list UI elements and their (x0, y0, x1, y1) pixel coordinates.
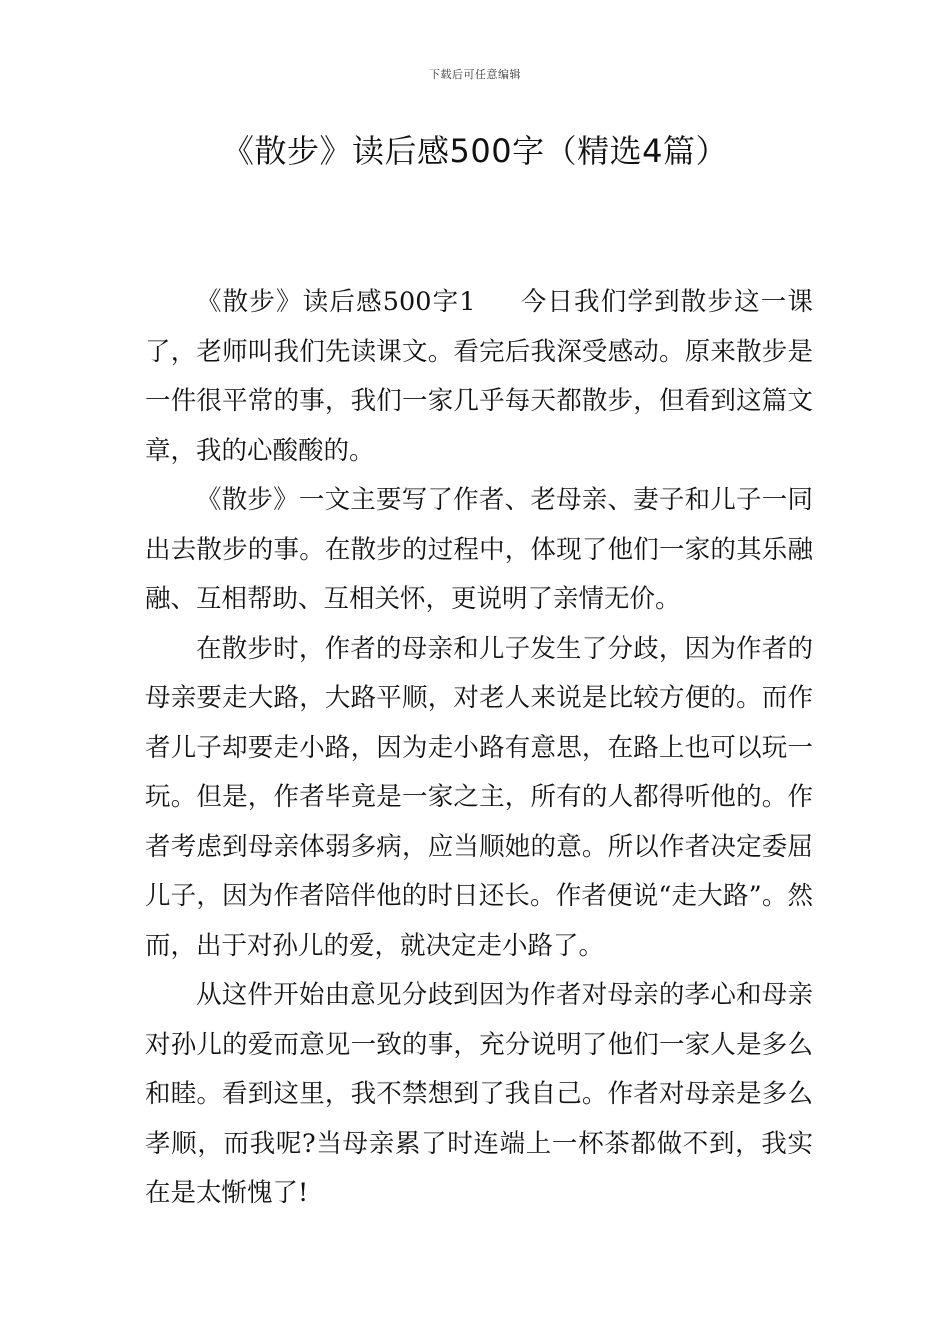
essay-heading: 《散步》读后感500字1 (196, 287, 476, 317)
document-title: 《散步》读后感500字（精选4篇） (222, 132, 728, 170)
paragraph-3 (145, 625, 813, 972)
paragraph-text: 今日我们学到散步这一课了，老师叫我们先读课文。看完后我深受感动。原来散步是一件很平常的事，我们一家几乎每天都散步，但看到这篇文章，我的心酸酸的。 (145, 287, 813, 466)
document-body (145, 278, 813, 1219)
paragraph-4 (145, 971, 813, 1219)
paragraph-text: 《散步》一文主要写了作者、老母亲、妻子和儿子一同出去散步的事。在散步的过程中，体现了他们一家的其乐融融、互相帮助、互相关怀，更说明了亲情无价。 (145, 485, 813, 614)
paragraph-2 (145, 476, 813, 625)
header-note: 下载后可任意编辑 (429, 68, 521, 81)
paragraph-1 (145, 278, 813, 476)
paragraph-text: 在散步时，作者的母亲和儿子发生了分歧，因为作者的母亲要走大路，大路平顺，对老人来说是比较方便的。而作者儿子却要走小路，因为走小路有意思，在路上也可以玩一玩。但是，作者毕竟是一家之主，所有的人都得听他的。作者考虑到母亲体弱多病，应当顺她的意。所以作者决定委屈儿子，因为作者陪伴他的时日还长。作者便说“走大路”。然而，出于对孙儿的爱，就决定走小路了。 (145, 633, 813, 961)
paragraph-text: 从这件开始由意见分歧到因为作者对母亲的孝心和母亲对孙儿的爱而意见一致的事，充分说明了他们一家人是多么和睦。看到这里，我不禁想到了我自己。作者对母亲是多么孝顺，而我呢?当母亲累了时连端上一杯茶都做不到，我实在是太惭愧了! (145, 980, 813, 1208)
